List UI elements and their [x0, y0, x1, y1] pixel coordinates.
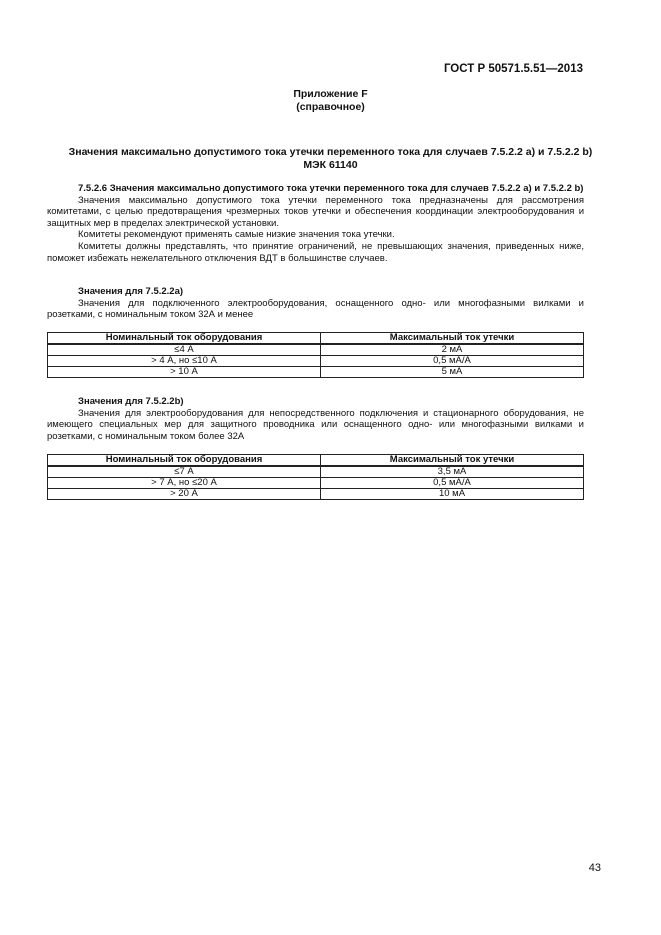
- table-a-header-col2: Максимальный ток утечки: [321, 333, 584, 345]
- table-cell: ≤7 А: [48, 466, 321, 478]
- table-row: [48, 367, 584, 378]
- table-row: [48, 489, 584, 500]
- table-cell: 5 мА: [321, 367, 584, 378]
- table-b-header-row: [48, 455, 584, 467]
- annex-heading: [0, 88, 661, 114]
- table-row: [48, 356, 584, 367]
- table-cell: 0,5 мА/А: [321, 478, 584, 489]
- section-body: [47, 183, 584, 264]
- block-a-heading: Значения для 7.5.2.2а): [78, 286, 184, 297]
- table-b-header-col2: Максимальный ток утечки: [321, 455, 584, 467]
- document-code: ГОСТ Р 50571.5.51—2013: [443, 63, 583, 75]
- table-b: [47, 454, 584, 500]
- annex-type: (справочное): [296, 101, 365, 113]
- block-b: [47, 396, 584, 442]
- table-row: [48, 466, 584, 478]
- block-b-heading: Значения для 7.5.2.2b): [78, 396, 184, 407]
- table-cell: > 7 А, но ≤20 А: [48, 478, 321, 489]
- table-a-header-row: [48, 333, 584, 345]
- section-paragraph-2: Комитеты рекомендуют применять самые низкие значения тока утечки.: [78, 229, 395, 241]
- block-a-text: Значения для подключенного электрооборудования, оснащенного одно- или многофазными вилками и розетками, с номинальным током 32А и менее: [47, 297, 584, 321]
- block-a: [47, 286, 584, 321]
- table-b-header-col1: Номинальный ток оборудования: [48, 455, 321, 467]
- table-cell: ≤4 А: [48, 344, 321, 356]
- table-cell: 2 мА: [321, 344, 584, 356]
- table-row: [48, 478, 584, 489]
- table-a: [47, 332, 584, 378]
- table-cell: > 4 А, но ≤10 А: [48, 356, 321, 367]
- section-paragraph-1: Значения максимально допустимого тока утечки переменного тока предназначены для рассмотрения комитетами, с целью предотвращения чрезмерных токов утечки и обеспечения координации электрооборудования и защитных мер в пределах электрической установки.: [47, 194, 584, 229]
- table-row: [48, 344, 584, 356]
- page-number: 43: [588, 862, 601, 874]
- table-cell: 10 мА: [321, 489, 584, 500]
- section-heading: 7.5.2.6 Значения максимально допустимого тока утечки переменного тока для случаев 7.5.2.2 а) и 7.5.2.2 b): [78, 183, 584, 194]
- annex-title: Значения максимально допустимого тока утечки переменного тока для случаев 7.5.2.2 а) и 7.5.2.2 b) МЭК 61140: [68, 146, 593, 171]
- annex-label: Приложение F: [293, 88, 368, 100]
- section-paragraph-3: Комитеты должны представлять, что принятие ограничений, не превышающих значения, приведенных ниже, поможет избежать нежелательного отключения ВДТ в большинстве случаев.: [47, 240, 584, 264]
- table-cell: > 10 А: [48, 367, 321, 378]
- table-cell: > 20 А: [48, 489, 321, 500]
- table-cell: 0,5 мА/А: [321, 356, 584, 367]
- table-a-header-col1: Номинальный ток оборудования: [48, 333, 321, 345]
- block-b-text: Значения для электрооборудования для непосредственного подключения и стационарного оборудования, не имеющего специальных мер для защитного проводника или оснащенного одно- или многофазными вилками и розетками, с номинальным током более 32А: [47, 407, 584, 442]
- table-cell: 3,5 мА: [321, 466, 584, 478]
